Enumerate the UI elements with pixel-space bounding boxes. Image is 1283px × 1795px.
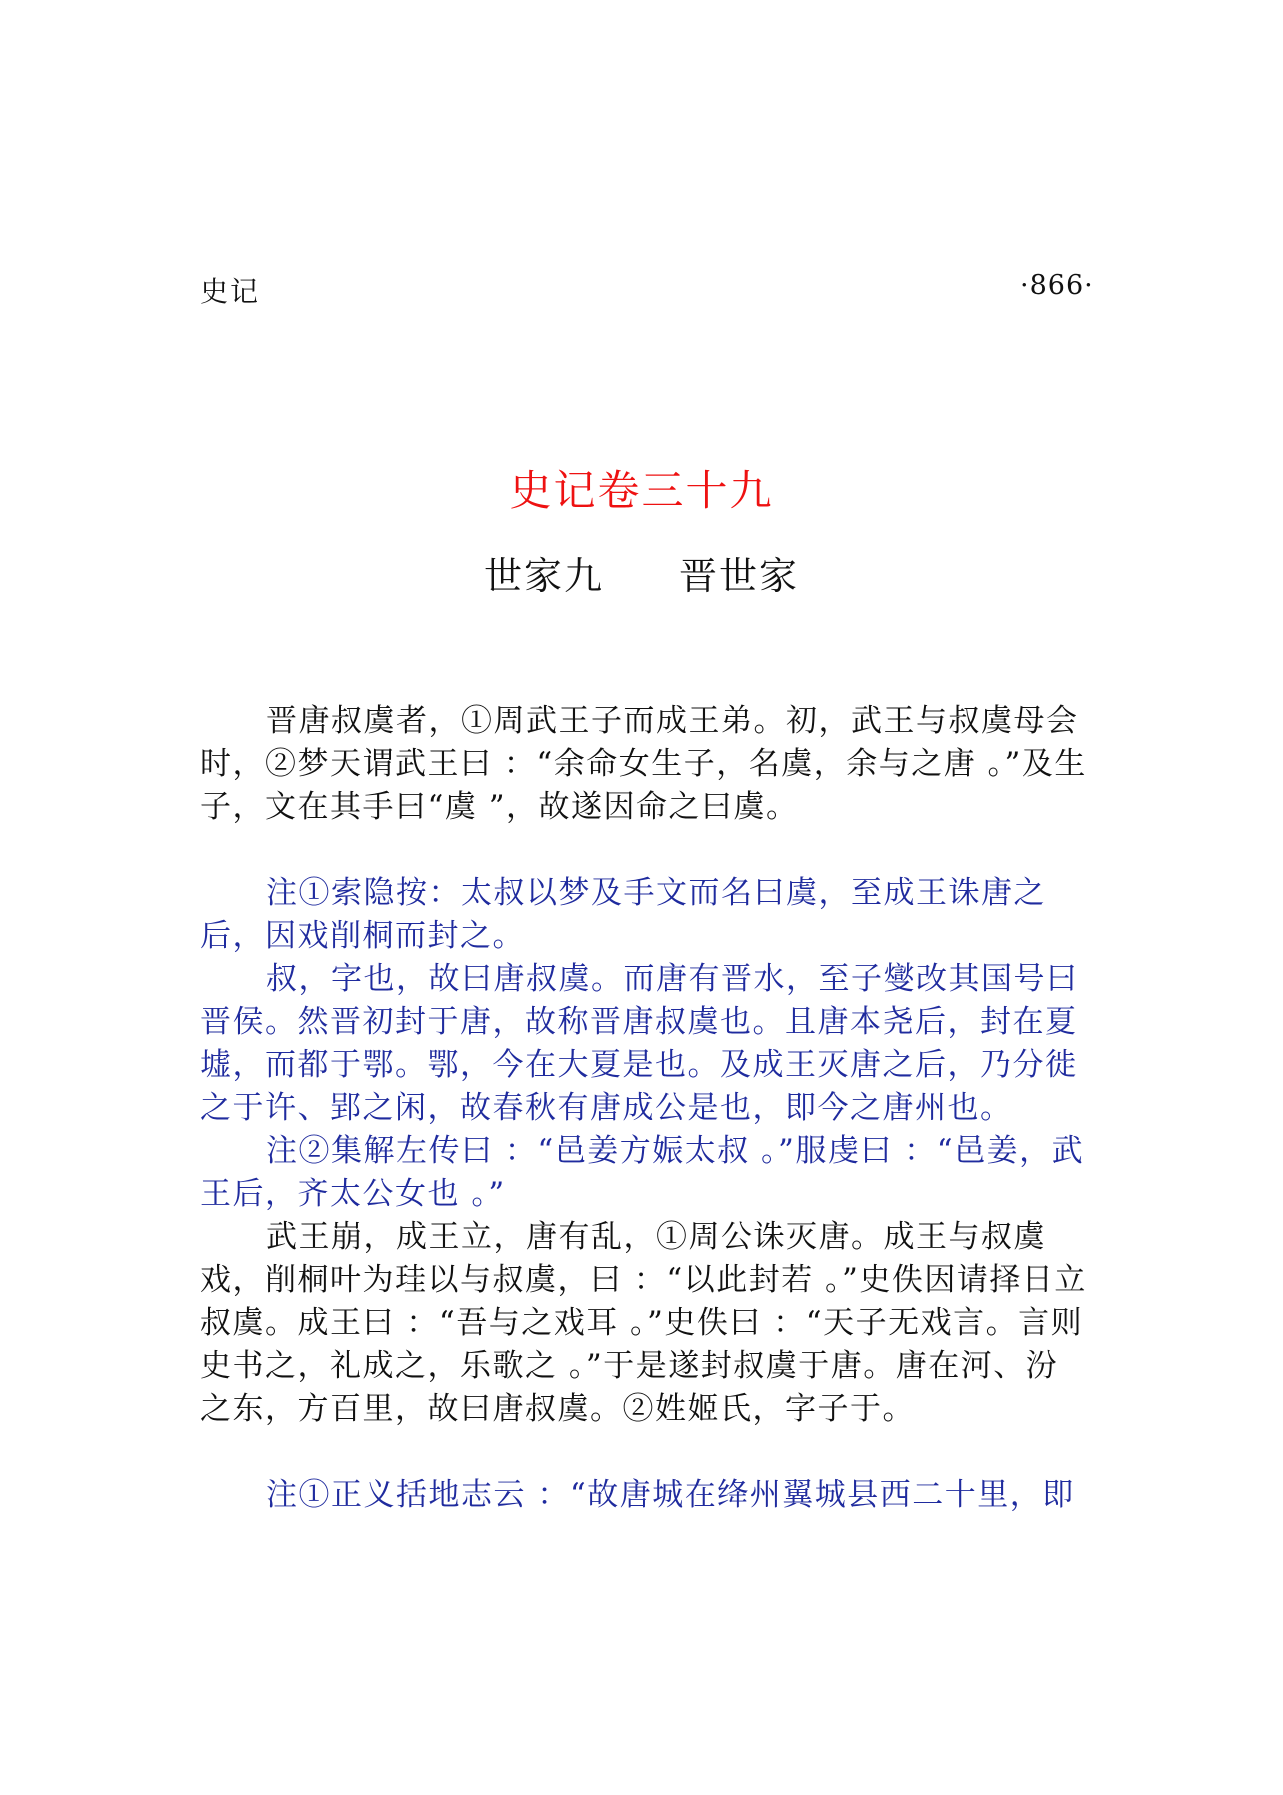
chapter-title: 史记卷三十九 — [509, 466, 774, 515]
annotation-paragraph: 注①索隐按：太叔以梦及手文而名曰虞，至成王诛唐之后，因戏削桐而封之。 — [200, 875, 1046, 954]
section-title — [0, 545, 1283, 600]
page-number: ·866· — [1020, 270, 1094, 301]
main-paragraph: 晋唐叔虞者，①周武王子而成王弟。初，武王与叔虞母会时，②梦天谓武王曰 ：“余命女生子，名虞，余与之唐 。”及生子，文在其手曰“虞 ”，故遂因命之曰虞。 — [200, 703, 1087, 825]
book-title-header: 史记 — [200, 275, 261, 308]
annotation-paragraph: 叔，字也，故曰唐叔虞。而唐有晋水，至子燮改其国号曰晋侯。然晋初封于唐，故称晋唐叔虞也。且唐本尧后，封在夏墟，而都于鄂。鄂，今在大夏是也。及成王灭唐之后，乃分徙之于许、郢之闲，故春秋有唐成公是也，即今之唐州也。 — [200, 961, 1079, 1126]
section-series: 世家九 — [483, 554, 604, 598]
text-body — [200, 700, 1090, 1517]
section-name: 晋世家 — [679, 554, 800, 598]
main-paragraph: 武王崩，成王立，唐有乱，①周公诛灭唐。成王与叔虞戏，削桐叶为珪以与叔虞，曰 ：“以此封若 。”史佚因请择日立叔虞。成王曰 ：“吾与之戏耳 。”史佚曰 ：“天子无戏言。言则史书之，礼成之，乐歌之 。”于是遂封叔虞于唐。唐在河、汾之东，方百里，故曰唐叔虞。②姓姬氏，字子于。 — [200, 1219, 1087, 1427]
annotation-paragraph: 注①正义括地志云 ：“故唐城在绛州翼城县西二十里，即 — [266, 1477, 1075, 1513]
annotation-paragraph: 注②集解左传曰 ：“邑姜方娠太叔 。”服虔曰 ：“邑姜，武王后，齐太公女也 。” — [200, 1133, 1085, 1212]
